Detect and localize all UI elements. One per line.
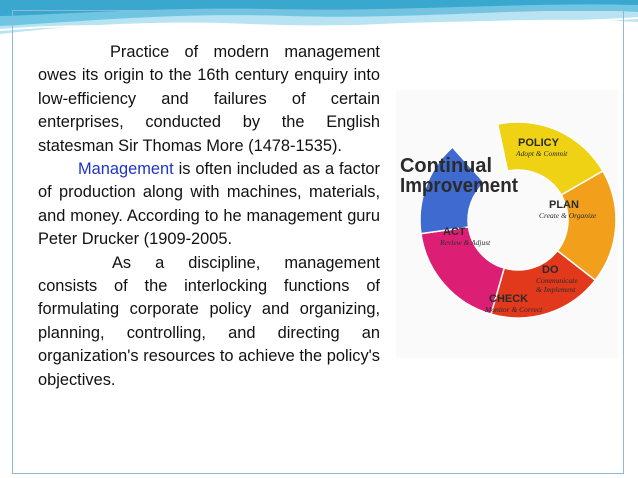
segment-sub-plan: Create & Organize [539,211,597,220]
title-line-1: Continual [400,155,492,177]
body-text [38,41,380,392]
continual-improvement-figure [396,90,618,358]
segment-sub-check: Monitor & Correct [485,305,543,314]
title-line-2: Improvement [400,175,519,197]
paragraph-2 [38,158,380,252]
segment-sub-policy: Adopt & Commit [516,149,568,158]
segment-label-do: DO [542,264,559,276]
management-link[interactable]: Management [78,160,174,179]
segment-label-check: CHECK [489,293,529,305]
paragraph-2-text: is often included as a factor of production along with machines, materials, and money. According to he management guru Peter Drucker (1909-2005. [38,160,380,249]
segment-label-policy: POLICY [518,137,559,149]
segment-sub-act: Review & Adjust [440,238,491,247]
segment-sub2-do: & Implement [536,285,576,294]
paragraph-3: As a discipline, management consists of the interlocking functions of formulating corporate policy and organizing, planning, controlling, and directing an organization's resources to achieve the policy's objectives. [38,253,380,389]
segment-label-act: ACT [443,226,466,238]
segment-sub-do: Communicate [536,276,578,285]
paragraph-1: Practice of modern management owes its origin to the 16th century enquiry into low-efficiency and failures of certain enterprises, conducted by the English statesman Sir Thomas More (1478-1535). [38,43,380,155]
segment-label-plan: PLAN [549,199,579,211]
figure-title [400,155,518,197]
